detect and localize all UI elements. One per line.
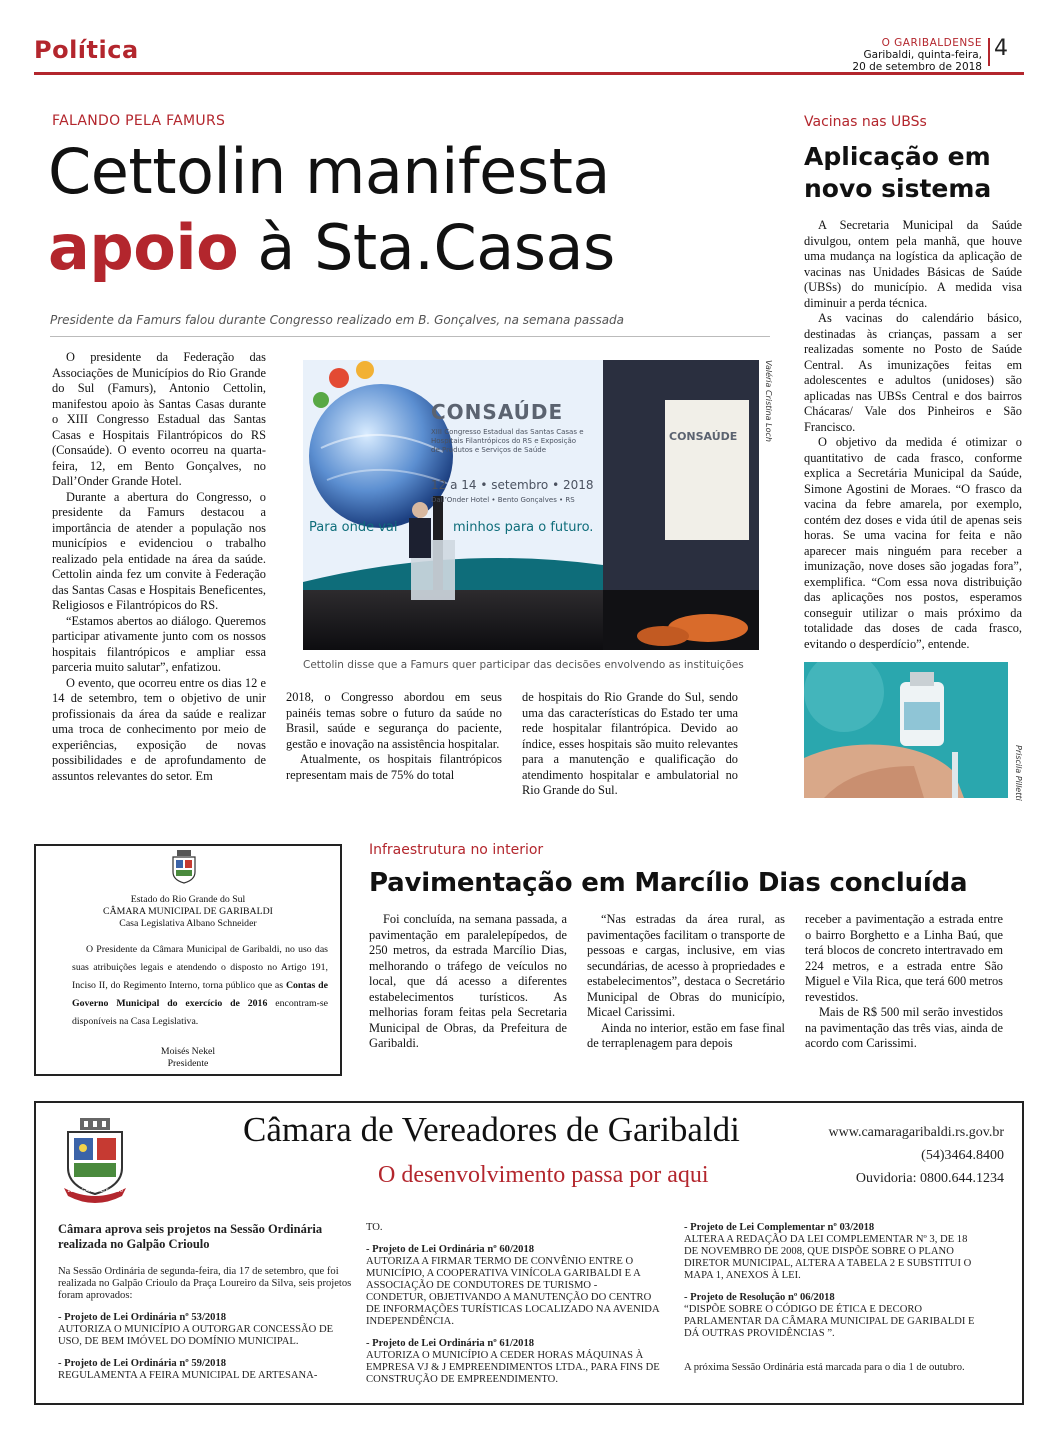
screen-dates: 12 a 14 • setembro • 2018: [431, 478, 594, 492]
project-name: - Projeto de Lei Ordinária nº 60/2018: [366, 1244, 535, 1255]
project-desc: REGULAMENTA A FEIRA MUNICIPAL DE ARTESANA-: [58, 1370, 318, 1381]
page-divider: [988, 38, 990, 66]
main-column-2: [286, 690, 502, 805]
council-column-1: [58, 1222, 352, 1398]
infra-column-3: [805, 912, 1003, 1062]
side-screen-brand: CONSAÚDE: [669, 430, 738, 443]
vaccine-credit-text: Priscila Pilletti: [1014, 745, 1023, 801]
main-headline: [48, 134, 748, 286]
council-column-3: [684, 1222, 980, 1398]
council-news-intro: Na Sessão Ordinária de segunda-feira, dia 17 de setembro, que foi realizada no Galpão Crioulo da Praça Loureiro da Silva, seis projetos foram aprovados:: [58, 1266, 352, 1301]
council-phone: (54)3464.8400: [921, 1148, 1004, 1163]
screen-banner: Para onde vai: [309, 520, 398, 535]
headline-emphasis: apoio: [48, 211, 239, 284]
page-number: 4: [994, 36, 1008, 61]
coat-of-arms-icon: [171, 850, 197, 884]
list-item: [58, 1312, 352, 1348]
vaccine-photo: [804, 662, 1008, 798]
infra-column-2: [587, 912, 785, 1062]
infra-headline: Pavimentação em Marcílio Dias concluída: [369, 868, 968, 898]
section-title: Política: [34, 36, 139, 64]
paragraph: Foi concluída, na semana passada, a pavimentação em paralelepípedos, de 250 metros, da estrada Marcílio Dias, melhorando o tráfego de veículos no local, que dá acesso a diferentes estabelecimentos turísticos. As melhorias foram feitas pela Secretaria Municipal de Obras, da Prefeitura de Garibaldi.: [369, 912, 567, 1050]
notice-house: Casa Legislativa Albano Schneider: [119, 918, 257, 929]
paragraph: “Estamos abertos ao diálogo. Queremos participar ativamente junto com os nossos hospitais filantrópicos e ampliar essa parceria muito salutar”, enfatizou.: [52, 613, 266, 674]
emblem-ribbon-text: 1870 GARIBALDI 1900: [67, 1188, 123, 1194]
headline-line1: Cettolin manifesta: [48, 135, 610, 208]
screen-line3: de Produtos e Serviços de Saúde: [431, 446, 547, 454]
notice-text: O Presidente da Câmara Municipal de Garibaldi, no uso das suas atribuições legais e atendendo o disposto no Artigo 191, Inciso II, do Regimento Interno, torna público que as: [72, 944, 328, 991]
list-item: [366, 1338, 660, 1386]
congress-photo: [303, 360, 759, 650]
signer-role: Presidente: [167, 1058, 209, 1069]
screen-venue: Dall’Onder Hotel • Bento Gonçalves • RS: [431, 496, 575, 504]
vaccine-photo-illustration: [804, 662, 1008, 798]
project-desc: AUTORIZA O MUNICÍPIO A CEDER HORAS MÁQUINAS À EMPRESA VJ & J EMPREENDIMENTOS LTDA., PARA FINS DE CONSTRUÇÃO DE EMPREENDIMENTO.: [366, 1350, 660, 1385]
next-session-note: A próxima Sessão Ordinária está marcada para o dia 1 de outubro.: [684, 1362, 965, 1373]
paragraph: receber a pavimentação a estrada entre o bairro Borghetto e a Linha Baú, que terá blocos de concreto intertravado em 224 metros, e a estrada entre São Miguel e Vila Rica, que terá 600 metros revestidos.: [805, 912, 1003, 1004]
main-kicker: FALANDO PELA FAMURS: [52, 113, 226, 129]
photo-credit: [762, 360, 774, 490]
side-headline: Aplicação em novo sistema: [804, 142, 992, 203]
notice-institution: [40, 894, 336, 930]
list-item: [366, 1244, 660, 1328]
project-desc: AUTORIZA O MUNICÍPIO A OUTORGAR CONCESSÃO DE USO, DE BEM IMÓVEL DO DOMÍNIO MUNICIPAL.: [58, 1324, 334, 1347]
headline-line2: [48, 210, 748, 286]
notice-text-end: encontram-se disponíveis na Casa Legislativa.: [72, 998, 328, 1027]
list-item: [58, 1358, 352, 1382]
screen-line2: Hospitais Filantrópicos do RS e Exposição: [431, 437, 577, 445]
main-column-1: [52, 350, 266, 805]
project-desc-continued: TO.: [366, 1222, 383, 1233]
council-coat-of-arms-icon: [62, 1118, 128, 1204]
council-news-title: Câmara aprova seis projetos na Sessão Ordinária realizada no Galpão Crioulo: [58, 1222, 323, 1251]
paragraph: Durante a abertura do Congresso, o presidente da Famurs destacou a importância de atender a população nos municípios e evidenciou o trabalho realizado pela entidade na área da saúde. Cettolin ainda fez um convite à Federação das Santas Casas e Hospitais Beneficentes, Religiosos e Filantrópicos do RS.: [52, 489, 266, 612]
screen-line1: XIII Congresso Estadual das Santas Casas e: [431, 428, 584, 436]
photo-caption: Cettolin disse que a Famurs quer participar das decisões envolvendo as instituições: [303, 659, 744, 671]
publication-name: O GARIBALDENSE: [881, 37, 982, 49]
paragraph: O presidente da Federação das Associações de Municípios do Rio Grande do Sul (Famurs), Antonio Cettolin, manifestou apoio às Santas Casas durante o XIII Congresso Estadual das Santas Casas e Hospitais Filantrópicos do RS (Consaúde). O evento ocorreu na quarta-feira, 12, em Bento Gonçalves, no Dall’Onder Grande Hotel.: [52, 350, 266, 488]
subhead-rule: [50, 336, 770, 337]
main-subhead: Presidente da Famurs falou durante Congresso realizado em B. Gonçalves, na semana passada: [50, 313, 625, 327]
notice-signature: [40, 1046, 336, 1070]
project-desc: AUTORIZA A FIRMAR TERMO DE CONVÊNIO ENTRE O MUNICÍPIO, A COOPERATIVA VINÍCOLA GARIBALDI E A ASSOCIAÇÃO DE CONDUTORES DE TURISMO - CONDETUR, OBJETIVANDO A MANUTENÇÃO DO CENTRO DE INFORMAÇÕES TURÍSTICAS LOCALIZADO NA AVENIDA INDEPENDÊNCIA.: [366, 1256, 660, 1327]
photo-credit-text: Valéria Cristina Loch: [764, 360, 773, 442]
project-desc: ALTERA A REDAÇÃO DA LEI COMPLEMENTAR Nº 3, DE 18 DE NOVEMBRO DE 2008, QUE DISPÕE SOBRE O PLANO DIRETOR MUNICIPAL, ALTERA A TABELA 2 E SUBSTITUI O MAPA 1, ANEXOS À LEI.: [684, 1234, 972, 1281]
notice-state: Estado do Rio Grande do Sul: [130, 894, 246, 905]
screen-banner-end: minhos para o futuro.: [453, 520, 594, 535]
side-column: [804, 218, 1022, 658]
paragraph: Ainda no interior, estão em fase final de terraplenagem para depois: [587, 1020, 785, 1050]
paragraph: O objetivo da medida é otimizar o quantitativo de cada frasco, conforme explica a Secretária Municipal da Saúde, Simone Agostini de Moraes. “O frasco da vacina da febre amarela, por exemplo, contém dez doses e vida útil de apenas seis horas. Se uma vacina for feita e não aparecer mais ninguém para receber a imunização, nove doses são jogadas fora”, exemplifica. “Com essa nova distribuição das aplicações nos postos, esperamos conseguir utilizar o mais próximo da totalidade das doses de cada frasco, evitando o desperdício”, entende.: [804, 435, 1022, 651]
paragraph: 2018, o Congresso abordou em seus painéis temas sobre o futuro da saúde no Brasil, saúde e segurança do paciente, gestão e inovação na assistência hospitalar.: [286, 690, 502, 751]
list-item: [684, 1292, 980, 1340]
side-kicker: Vacinas nas UBSs: [804, 114, 927, 130]
signer-name: Moisés Nekel: [160, 1046, 216, 1057]
paragraph: Mais de R$ 500 mil serão investidos na pavimentação das três vias, ainda de acordo com Carissimi.: [805, 1005, 1003, 1050]
council-website: www.camaragaribaldi.rs.gov.br: [828, 1125, 1004, 1140]
notice-chamber: CÂMARA MUNICIPAL DE GARIBALDI: [103, 906, 273, 917]
paragraph: As vacinas do calendário básico, destinadas às crianças, passam a ser realizadas somente no Posto de Saúde Central. As imunizações feitas em adolescentes e adultos (unidoses) são aplicadas nas UBSs Central e dos bairros Chácaras/ Vale dos Pinheiros e São Francisco.: [804, 311, 1022, 434]
council-contact: [829, 1121, 1004, 1190]
headline-rest: à Sta.Casas: [238, 211, 615, 284]
council-slogan: O desenvolvimento passa por aqui: [378, 1162, 709, 1188]
screen-brand: CONSAÚDE: [431, 400, 564, 424]
notice-body: [72, 941, 328, 1031]
main-column-3: [522, 690, 738, 805]
council-ouvidoria: Ouvidoria: 0800.644.1234: [855, 1171, 1004, 1186]
dateline: Garibaldi, quinta-feira,: [863, 49, 982, 61]
project-name: - Projeto de Resolução nº 06/2018: [684, 1292, 835, 1303]
council-title: Câmara de Vereadores de Garibaldi: [243, 1110, 740, 1149]
council-column-2: [366, 1222, 660, 1398]
masthead: [852, 37, 982, 73]
list-item: [684, 1222, 980, 1282]
dateline-date: 20 de setembro de 2018: [852, 61, 982, 73]
paragraph: Atualmente, os hospitais filantrópicos representam mais de 75% do total: [286, 752, 502, 782]
infra-column-1: [369, 912, 567, 1062]
project-name: - Projeto de Lei Complementar nº 03/2018: [684, 1222, 875, 1233]
notice-text-bold: Contas de Governo Municipal do exercício de 2016: [72, 980, 328, 1009]
project-name: - Projeto de Lei Ordinária nº 61/2018: [366, 1338, 535, 1349]
infra-kicker: Infraestrutura no interior: [369, 842, 544, 858]
project-name: - Projeto de Lei Ordinária nº 53/2018: [58, 1312, 227, 1323]
paragraph: A Secretaria Municipal da Saúde divulgou, ontem pela manhã, que houve uma mudança na logística da aplicação de vacinas nas Unidades Básicas de Saúde (UBSs) do município. A medida visa diminuir a perda técnica.: [804, 218, 1022, 310]
project-desc: “DISPÕE SOBRE O CÓDIGO DE ÉTICA E DECORO PARLAMENTAR DA CÂMARA MUNICIPAL DE GARIBALDI E DÁ OUTRAS PROVIDÊNCIAS ”.: [684, 1304, 975, 1339]
vaccine-photo-credit: [1012, 745, 1024, 825]
paragraph: “Nas estradas da área rural, as pavimentações facilitam o transporte de pessoas e cargas, inclusive, em vias secundárias, de acesso à propriedades e estabelecimentos”, destaca o Secretário Municipal de Obras do município, Micael Carissimi.: [587, 912, 785, 1019]
paragraph: O evento, que ocorreu entre os dias 12 e 14 de setembro, tem o objetivo de unir profissionais da área da saúde e realizar uma troca de conhecimento por meio de experiências, exposição de novas possibilidades e de aprofundamento de assuntos relevantes do setor. Em: [52, 675, 266, 783]
project-name: - Projeto de Lei Ordinária nº 59/2018: [58, 1358, 227, 1369]
paragraph: de hospitais do Rio Grande do Sul, sendo uma das características do Estado ter uma rede hospitalar filantrópica. Devido ao índice, esses hospitais são muito relevantes para a manutenção e qualificação do atendimento hospitalar e ambulatorial no Rio Grande do Sul.: [522, 690, 738, 797]
